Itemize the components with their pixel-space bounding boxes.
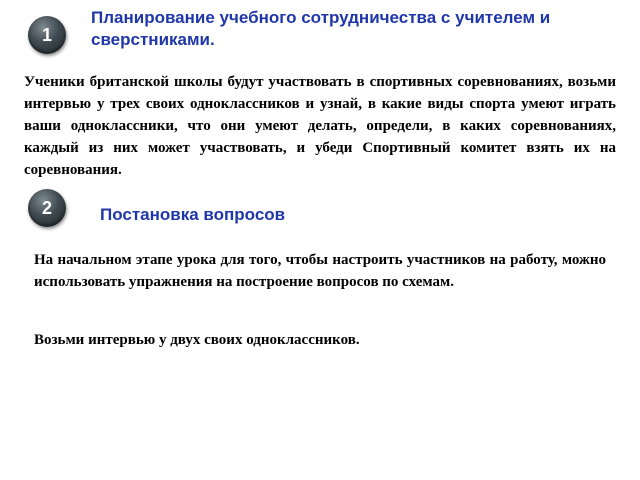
section-1-body: Ученики британской школы будут участвовать в спортивных соревнованиях, возьми интервью у трех своих одноклассников и узнай, в какие виды спорта умеют играть ваши одноклассники, что они умеют делать, определи, в каких соревнованиях, каждый из них может участвовать, и убеди Спортивный комитет взять их на соревнования. (24, 74, 616, 178)
section-1-heading: Планирование учебного сотрудничества с учителем и сверстниками. (91, 8, 551, 49)
section-1-number: 1 (41, 24, 52, 45)
section-2-task: Возьми интервью у двух своих одноклассников. (34, 332, 360, 348)
section-2-body: На начальном этапе урока для того, чтобы настроить участников на работу, можно использовать упражнения на построение вопросов по схемам. (34, 252, 606, 290)
section-1-number-badge (28, 16, 66, 54)
section-2-number-badge (28, 189, 66, 227)
section-2-heading: Постановка вопросов (100, 205, 286, 224)
section-2-number: 2 (41, 197, 52, 218)
